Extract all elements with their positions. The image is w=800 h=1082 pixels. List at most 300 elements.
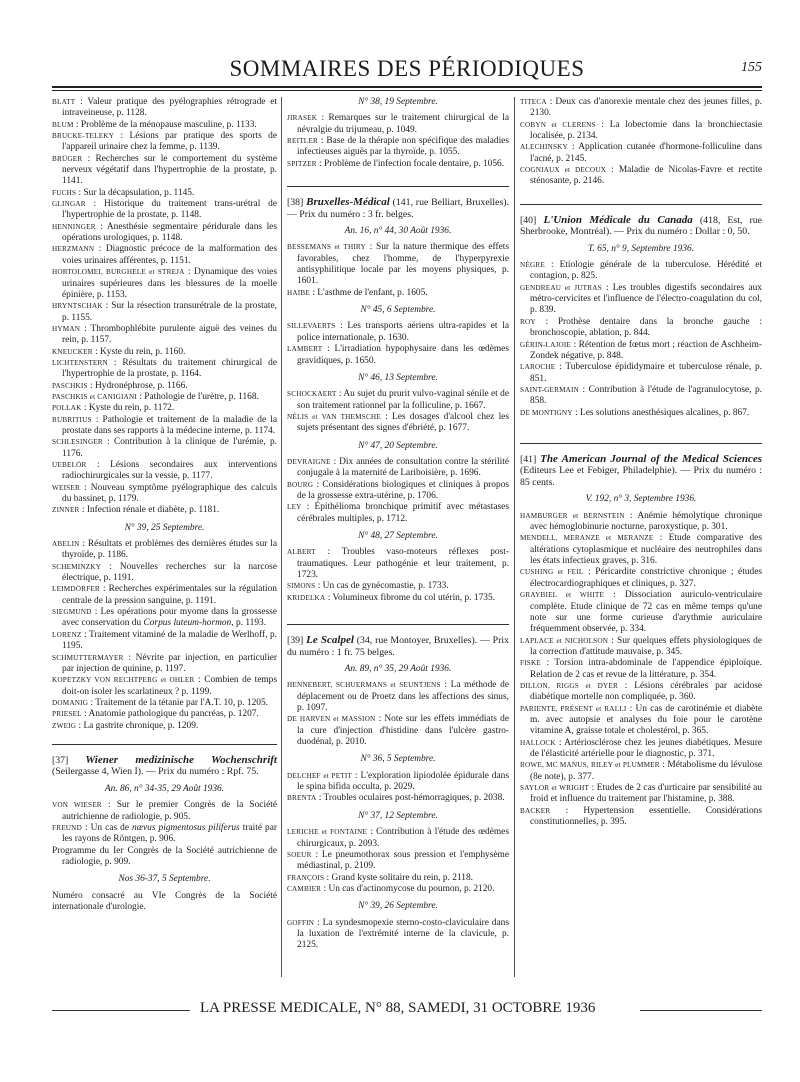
abstract-text: : Kyste du rein, p. 1160. [92,346,186,357]
author: VON WIESER [52,801,102,810]
journal-heading [520,215,762,238]
abstract-text: : Contribution à l'étude des œdèmes chirurgicaux, p. 2093. [297,827,509,849]
author: BOURG [287,480,314,489]
author: BACKER [520,806,551,815]
abstract-text: : Anatomie pathologique du pancréas, p. 1207. [81,709,259,720]
journal-info: (141, rue Belliart, Bruxelles). — Prix du numéro : 3 fr. belges. [287,197,509,220]
abstract-text: : Pathologie de l'urètre, p. 1168. [137,391,259,402]
abstract-text: : Troubles vaso-moteurs réflexes post-traumatiques. Leur pathogénie et leur traitement, p. 1723. [297,547,509,580]
abstract-text: : Les opérations pour myome dans la grossesse avec conservation du [62,607,277,629]
abstract-entry [520,567,762,590]
author: SAINT-GERMAIN [520,385,580,394]
abstract-text: : Problème de la ménopause masculine, p. 1133. [73,119,257,130]
column-right [520,97,762,828]
abstract-entry [520,636,762,659]
abstract-text: : Contribution à l'étude de l'agranulocytose, p. 858. [530,384,762,407]
author: PRIESEL [52,710,82,719]
abstract-text: : Épithélioma bronchique primitif avec métastases cérébrales multiples, p. 1712. [297,502,509,524]
author: ZINNER [52,506,80,515]
abstract-entry [520,317,762,340]
abstract-text: : Prothèse dentaire dans la bronche gauche : bronchoscopie, ablation, p. 844. [530,316,762,339]
abstract-entry [52,392,277,403]
abstract-text: : Note sur les effets immédiats de la cure d'injection d'histidine dans l'ulcère gastro-duodénal, p. 2010. [297,714,509,748]
author: WEISER [52,483,80,492]
page-header [52,56,762,84]
abstract-text: : Troubles oculaires post-hémorragiques, p. 2038. [316,793,505,804]
abstract-text: : Etiologie générale de la tuberculose. Hérédité et contagion, p. 825. [530,260,762,282]
journal-name: Wiener medizinische Wochenschrift [85,753,277,766]
author: HENNEBERT, SCHUERMANS et SEUNTJENS [287,681,441,690]
abstract-text: : Maladie de Nicolas-Favre et rectite sténosante, p. 2146. [530,165,762,187]
author: GOFFIN [287,918,315,927]
abstract-entry [52,562,277,585]
abstract-entry [287,918,509,952]
author: LAPLACE et NICHOLSON [520,636,609,645]
journal-heading [52,755,277,778]
footer-rule [52,1010,190,1011]
page-footer [52,1000,762,1022]
abstract-text: : La gastrite chronique, p. 1209. [76,720,199,731]
section-rule [287,186,509,187]
author: LEY [287,503,302,512]
abstract-entry [287,547,509,581]
abstract-text: : Problème de l'infection focale dentaire, p. 1056. [316,158,505,169]
issue-date: N° 38, 19 Septembre. [358,97,438,107]
abstract-entry [52,358,277,381]
author: FISKE [520,659,541,668]
author: GÉRIN-LAJOIE [520,340,572,349]
column-middle [287,97,509,952]
abstract-entry [520,704,762,738]
abstract-text: : L'irradiation hypophysaire dans les œdèmes gravidiques, p. 1650. [297,344,509,366]
abstract-text: : L'asthme de l'enfant, p. 1605. [309,287,428,298]
journal-info: (Editeurs Lee et Febiger, Philadelphie). — Prix du numéro : 85 cents. [520,465,762,488]
abstract-text: : Dynamique des voies urinaires supérieures dans les blessures de la moelle épinière, p. 1153. [62,267,277,300]
abstract-entry [287,873,509,884]
journal-name: L'Union Médicale du Canada [543,213,693,226]
abstract-text: : Pathologie et traitement de la maladie de la prostate dans ses rapports à la médecine interne, p. 1174. [62,414,277,436]
abstract-entry [52,120,277,131]
author: DOMANIG [52,698,89,707]
author: HAMBURGER et BERNSTEIN [520,511,625,520]
author: SIMONS [287,582,316,591]
column-left [52,97,277,913]
author: FUCHS [52,188,77,197]
abstract-text: : La méthode de déplacement ou de Proetz dans les affections des sinus, p. 1097. [297,680,509,714]
author: KNEUCKER [52,347,93,356]
abstract-entry: Programme du Ier Congrès de la Société autrichienne de radiologie, p. 909. [52,845,277,867]
author: REITLER [287,137,318,146]
issue-date: N° 47, 20 Septembre. [358,440,438,451]
abstract-text: : Deux cas d'anorexie mentale chez des jeunes filles, p. 2130. [530,97,762,119]
abstract-text: : La syndesmopexie sterno-costo-claviculaire dans la luxation de l'extrémité interne de la clavicule, p. 2125. [297,917,509,951]
abstract-entry [52,709,277,720]
author: SCHEMINZKY [52,562,102,571]
abstract-entry [52,301,277,324]
author: MENDELL, MERANZE et MERANZE [520,534,654,543]
abstract-entry [287,136,509,159]
author: SCHLESINGER [52,438,103,447]
abstract-text: : Valeur pratique des pyélographies rétrograde et intraveineuse, p. 1128. [62,97,277,119]
abstract-entry [520,658,762,681]
abstract-text: : Lésions cérébrales par acidose diabétique mortelle non compliquée, p. 360. [530,680,763,703]
abstract-entry [287,771,509,794]
author: BLUM [52,120,74,129]
author: HALLOCK [520,738,556,747]
author: FREUND [52,823,82,832]
abstract-text: : Grand kyste solitaire du rein, p. 2118. [324,872,473,883]
abstract-text: : Sur la nature thermique des effets favorables, chez l'homme, de l'hyperpyrexie antisyphilitique locale par les moyens physiques, p. 1601. [297,242,509,287]
author: KOPETZKY VON RECHTPERG et OHLER [52,676,195,685]
author: FRANÇOIS [287,873,325,882]
abstract-entry [52,607,277,630]
issue-date: Nos 36-37, 5 Septembre. [118,874,211,885]
journal-info: (Seilergasse 4, Wien I). — Prix du numéro : Rpf. 75. [52,766,259,778]
journal-heading [520,454,762,489]
author: COGNIAUX et DECOUX [520,166,607,175]
abstract-entry [520,408,762,419]
abstract-entry [520,681,762,704]
author: ZWEIG [52,721,77,730]
abstract-text: : Sur le premier Congrès de la Société autrichienne de radiologie, p. 905. [62,800,277,822]
journal-name: Le Scalpel [306,634,354,647]
abstract-entry [52,131,277,154]
author: PASCHKIS et CANIGIANI [52,392,137,401]
abstract-entry [52,483,277,506]
section-rule [520,204,762,205]
abstract-text: : Remarques sur le traitement chirurgical de la névralgie du trijumeau, p. 1049. [297,113,509,135]
abstract-text: : Artériosclérose chez les jeunes diabétiques. Mesure de l'élasticité artérielle pour le diagnostic, p. 371. [530,737,762,759]
author: NÈGRE [520,261,545,270]
abstract-entry [52,188,277,199]
abstract-entry [52,324,277,347]
author: DEVRAIGNE [287,457,331,466]
abstract-entry [52,222,277,245]
author: KRIDELKA [287,593,326,602]
abstract-entry [52,415,277,438]
abstract-text: : Un cas de gynécomastie, p. 1733. [315,581,449,592]
abstract-text: : Traitement vitaminé de la maladie de Werlhoff, p. 1195. [62,629,277,652]
author: ALECHINSKY [520,143,568,152]
abstract-entry [52,437,277,460]
abstract-text: : Torsion intra-abdominale de l'appendice épiploïque. Relation de 2 cas et revue de la littérature, p. 354. [530,658,762,680]
section-rule [287,624,509,625]
abstract-entry [52,381,277,392]
author: DE MONTIGNY [520,408,573,417]
abstract-text: : Les dosages d'alcool chez les sujets présentant des signes d'ébriété, p. 1677. [297,411,509,434]
author: BRENTA [287,794,317,803]
author: HRYNTSCHAK [52,302,103,311]
abstract-text: : Application cutanée d'hormone-folliculine dans l'acné, p. 2145. [530,142,762,164]
abstract-entry [287,242,509,287]
page-title: SOMMAIRES DES PÉRIODIQUES [229,56,585,81]
issue-date: N° 48, 27 Septembre. [358,530,438,541]
abstract-text: : Nouvelles recherches sur la narcose électrique, p. 1191. [62,561,277,584]
abstract-entry [52,267,277,301]
abstract-text: : Base de la thérapie non spécifique des maladies infectieuses aiguës par la thyroïde, p. 1055. [297,136,509,158]
abstract-entry [287,884,509,895]
abstract-entry [287,581,509,592]
author: HENNINGER [52,222,96,231]
author: JIRASEK [287,114,318,123]
abstract-text: : Combien de temps doit-on isoler les scarlatineux ? p. 1199. [62,675,277,697]
abstract-entry [52,800,277,823]
author: LAROCHE [520,363,556,372]
page-number: 155 [741,60,762,75]
abstract-text: : Lésions secondaires aux interventions radiochirurgicales sur la vessie, p. 1177. [62,460,277,482]
abstract-text: : Un cas de [81,822,133,833]
author: POLLAK [52,404,82,413]
journal-number: [38] [287,197,307,209]
author: BLATT [52,98,76,106]
abstract-text: : La lobectomie dans la bronchiectasie localisée, p. 2134. [530,119,763,142]
journal-number: [37] [52,754,86,766]
abstract-text: , p. 1193. [231,618,267,629]
abstract-entry [520,142,762,165]
abstract-text: : Infection rénale et diabète, p. 1181. [79,505,220,516]
abstract-entry [287,288,509,299]
author: TITECA [520,98,547,106]
abstract-entry [520,783,762,806]
abstract-text: : Le pneumothorax sous pression et l'emphysème médiastinal, p. 2109. [297,849,509,872]
abstract-entry [520,165,762,188]
author: ABELIN [52,540,80,549]
author: SCHMUTTERMAYER [52,653,124,662]
journal-number: [41] [520,453,541,465]
abstract-entry [287,502,509,525]
abstract-text: : Considérations biologiques et cliniques à propos de la grossesse extra-utérine, p. 1706. [297,479,509,501]
abstract-text: : Recherches sur le comportement du système nerveux végétatif dans l'hypertrophie de la prostate, p. 1141. [62,153,277,187]
header-rule [52,86,762,88]
section-rule [52,744,277,745]
abstract-entry [520,590,762,635]
abstract-entry [520,738,762,761]
abstract-text: : Anesthésie segmentaire péridurale dans les opérations urologiques, p. 1148. [62,221,277,244]
abstract-entry [52,584,277,607]
abstract-entry [287,793,509,804]
abstract-entry [52,347,277,358]
abstract-text: : Contribution à la clinique de l'urémie, p. 1176. [62,437,277,459]
author: SILLEVAERTS [287,322,336,331]
author: RUBRITIUS [52,415,92,424]
author: ALBERT [287,548,316,557]
author: DILLON, RIGGS et DYER [520,681,618,690]
abstract-entry [52,199,277,222]
abstract-entry [52,823,277,846]
journal-name: The American Journal of the Medical Sciences [540,452,762,465]
abstract-text: : Les solutions anesthésiques alcalines, p. 867. [572,407,750,418]
abstract-text: : Névrite par injection, en particulier par injection de quinine, p. 1197. [62,652,277,674]
author: LEIMDÖRFER [52,585,100,594]
issue-date: N° 37, 12 Septembre. [358,810,438,821]
abstract-entry [520,340,762,363]
abstract-text: : Tuberculose épididymaire et tuberculose rénale, p. 851. [530,362,762,384]
abstract-entry: Numéro consacré au VIe Congrès de la Société internationale d'urologie. [52,890,277,912]
issue-date: An. 16, n° 44, 30 Août 1936. [344,226,452,237]
abstract-text: : Lésions par pratique des sports de l'appareil urinaire chez la femme, p. 1139. [62,131,277,153]
column-divider [514,97,515,977]
abstract-text: : Diagnostic précoce de la malformation des voies urinaires afférentes, p. 1151. [62,244,277,266]
abstract-entry [287,850,509,873]
column-divider [281,97,282,977]
abstract-text: : Hydronéphrose, p. 1166. [87,380,188,391]
abstract-entry [520,806,762,829]
author: LICHTENSTERN [52,358,108,367]
author: SCHOCKAERT [287,390,337,399]
abstract-text: : Volumineux fibrome du col utérin, p. 1735. [325,592,496,603]
abstract-entry [287,113,509,136]
abstract-text: : Sur la résection transurétrale de la prostate, p. 1155. [62,301,277,323]
abstract-text: : Recherches expérimentales sur la régulation centrale de la pression sanguine, p. 1191. [62,584,277,606]
author: ROY [520,317,536,326]
abstract-entry [52,403,277,414]
abstract-text: : Anémie hémolytique chronique avec hémoglobinurie nocturne, paroxystique, p. 301. [530,510,762,533]
issue-date: An. 86, n° 34-35, 29 Août 1936. [104,783,225,794]
author: COBYN et CLERENS [520,120,596,129]
abstract-entry [520,120,762,143]
author: NÉLIS et VAN THEMSCHE [287,412,381,421]
journal-number: [39] [287,635,307,647]
abstract-entry [52,675,277,698]
issue-date: T. 65, n° 9, Septembre 1936. [587,243,695,254]
abstract-text: : Péricardite constrictive chronique ; études électrocardiographiques et cliniques, p. 327. [530,567,763,589]
abstract-text: : Un cas d'actinomycose du poumon, p. 2120. [321,883,495,894]
abstract-entry [287,457,509,480]
abstract-text: : Au sujet du prurit vulvo-vaginal sénile et de son traitement rationnel par la folliculine, p. 1667. [297,389,509,411]
abstract-entry [520,511,762,534]
abstract-entry [287,593,509,604]
journal-name: Bruxelles-Médical [306,196,390,209]
abstract-entry [520,385,762,408]
abstract-entry [52,460,277,483]
issue-date: N° 39, 25 Septembre. [124,522,205,533]
abstract-text: : Traitement de la tétanie par l'A.T. 10, p. 1205. [88,697,269,708]
abstract-entry [287,344,509,367]
issue-date: N° 39, 26 Septembre. [358,901,438,912]
abstract-entry [520,260,762,283]
abstract-entry [520,533,762,567]
journal-number: [40] [520,214,544,226]
author: SOEUR [287,850,312,859]
abstract-entry [520,760,762,783]
abstract-entry [520,283,762,317]
author: BESSEMANS et THIRY [287,243,366,252]
author: SIEGMUND [52,608,92,617]
abstract-text: : Résultats du traitement chirurgical de l'hypertrophie de la prostate, p. 1164. [62,357,277,380]
journal-heading [287,635,509,658]
author: HYMAN [52,324,81,333]
abstract-text: : Dissociation auriculo-ventriculaire complète. Etude clinique de 72 cas en même temps qu'une note sur une forme curieuse d'arythmie auriculaire fréquemment observée, p. 334. [530,590,762,635]
author: LAMBERT [287,345,323,354]
abstract-entry [287,321,509,344]
abstract-entry [52,154,277,188]
abstract-entry [52,97,277,120]
issue-date: N° 45, 6 Septembre. [360,305,436,316]
abstract-text: : Historique du traitement trans-urétral de l'hypertrophie de la prostate, p. 1148. [62,199,277,221]
abstract-text: : Les troubles digestifs secondaires aux métro-cervicites et l'influence de l'électro-coagulation du col, p. 839. [530,282,762,316]
header-rule-thin [52,90,762,91]
author: LORENZ [52,630,82,639]
journal-info: (418, Est, rue Sherbrooke, Montréal). — Prix du numéro : Dollar : 0, 50. [520,214,763,238]
abstract-entry [52,630,277,653]
abstract-text: : Métabolisme du lévulose (8e note), p. 377. [530,760,762,782]
abstract-entry [287,389,509,412]
author: DELCHEF et PETIT [287,771,353,780]
abstract-text: : Hypertension essentielle. Considérations constitutionnelles, p. 395. [530,805,762,828]
abstract-entry [52,698,277,709]
author: GENDREAU et JUTRAS [520,283,602,292]
author: LERICHE et FONTAINE [287,828,368,837]
abstract-text: : Kyste du rein, p. 1172. [81,403,175,414]
author: DE HARVEN et MASSION [287,715,376,724]
author: HERZMANN [52,245,95,254]
footer-rule [640,1010,762,1011]
abstract-text: : Etude comparative des altérations cytoplasmique et nucléaire des neutrophiles dans les états infectieux graves, p. 316. [530,533,762,567]
author: UEBELÖR [52,461,87,469]
abstract-text: : Thrombophlébite purulente aiguë des veines du rein, p. 1157. [62,323,277,346]
author: CUSHING et FEIL [520,568,584,577]
author: BRUCKE-TELEKY [52,132,115,141]
abstract-entry [52,244,277,267]
abstract-entry [287,412,509,435]
author: GRAYBIEL et WHITE [520,591,605,600]
abstract-text: traité par les rayons de Röntgen, p. 906. [62,822,277,845]
author: HORTOLOMEI, BURGHELE et STREJA [52,268,185,277]
abstract-text: : Un cas de carotinémie et diabète m. avec autopsie et analyses du foie pour le carotène vitamine A, graisse totale et cholestérol, p. 365. [530,703,762,737]
abstract-text: : Etudes de 2 cas d'urticaire par sensibilité au froid et influence du traitement par l'histamine, p. 388. [530,783,762,805]
abstract-text: : Rétention de fœtus mort ; réaction de Aschheim-Zondek négative, p. 848. [530,339,762,361]
abstract-text: : Dix années de consultation contre la stérilité conjugale à la maternité de Lariboisière, p. 1696. [297,456,509,479]
author: SPITZER [287,159,317,168]
abstract-entry [52,505,277,516]
section-rule [520,443,762,444]
abstract-entry [520,97,762,120]
author: ROWE, MC MANUS, RILEY et PLUMMER [520,761,660,770]
abstract-text-italic: Corpus luteum-hormon [143,618,232,629]
abstract-text-italic: nævus pigmentosus piliferus [132,822,240,833]
issue-date: V. 192, n° 3, Septembre 1936. [585,494,697,505]
author: PASCHKIS [52,381,88,390]
author: BRÜGER [52,154,83,163]
abstract-text: : L'exploration lipiodolée épidurale dans le spina bifida occulta, p. 2029. [297,770,509,793]
journal-info: (34, rue Montoyer, Bruxelles). — Prix du numéro : 1 fr. 75 belges. [287,635,509,658]
abstract-entry [287,714,509,748]
abstract-text: : Sur la décapsulation, p. 1145. [76,187,195,198]
abstract-text: : Les transports aériens ultra-rapides et la police internationale, p. 1630. [297,321,509,343]
abstract-text: : Nouveau symptôme pyélographique des calculs du bassinet, p. 1179. [62,482,277,505]
issue-date: N° 46, 13 Septembre. [358,372,438,383]
abstract-entry [287,480,509,503]
abstract-entry [52,653,277,676]
issue-date: N° 36, 5 Septembre. [360,754,436,765]
author: PARIENTE, PRÉSENT et RALLI [520,704,627,713]
abstract-entry [52,539,277,562]
abstract-entry [287,680,509,714]
abstract-entry [520,362,762,385]
author: GLINGAR [52,200,86,209]
abstract-text: : Résultats et problèmes des dernières études sur la thyroïde, p. 1186. [62,539,277,561]
author: SAYLOR et WRIGHT [520,784,590,792]
abstract-entry [287,159,509,170]
author: CAMBIER [287,884,322,893]
footer-text: LA PRESSE MEDICALE, N° 88, SAMEDI, 31 OCTOBRE 1936 [200,1000,596,1016]
abstract-entry [52,721,277,732]
issue-date: An. 89, n° 35, 29 Août 1936. [344,664,452,675]
author: HAIBE [287,288,310,297]
journal-heading [287,197,509,220]
abstract-entry [287,827,509,850]
abstract-text: : Sur quelques effets physiologiques de la correction d'attitude mauvaise, p. 345. [530,635,762,657]
